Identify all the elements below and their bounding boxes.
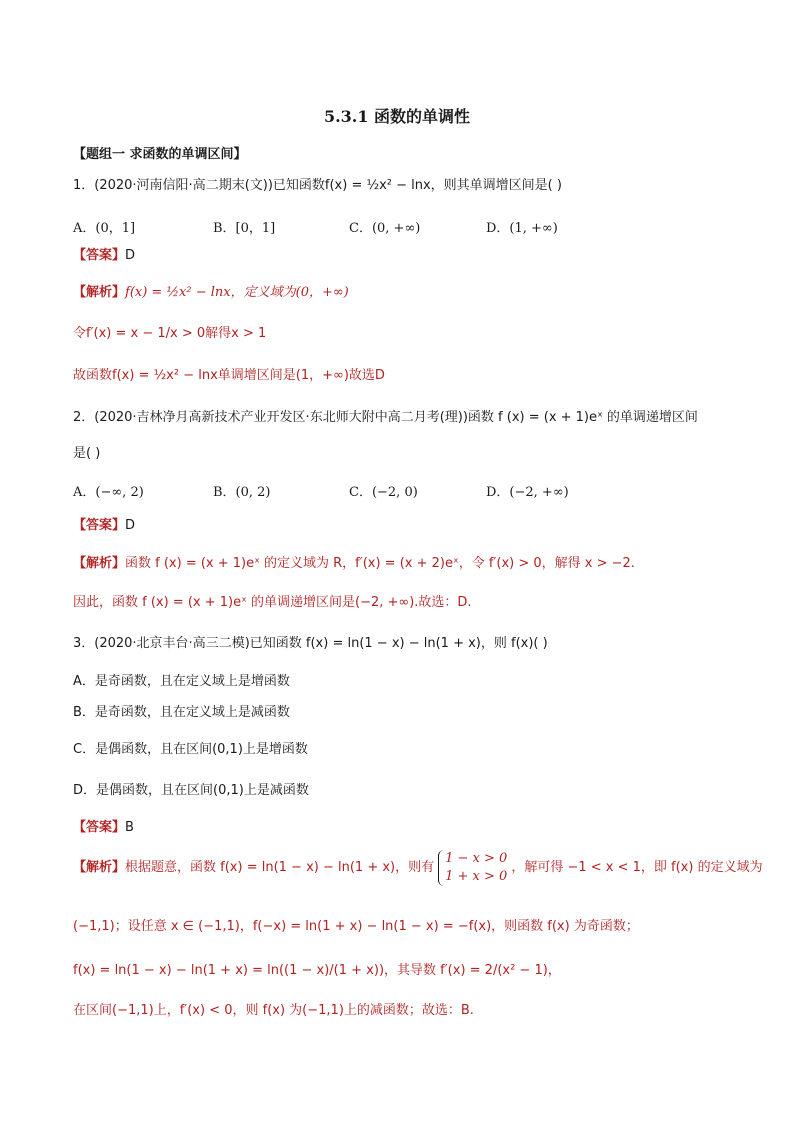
- option-c: C．(−2, 0): [349, 485, 418, 500]
- analysis-tag: 【解析】: [73, 860, 126, 875]
- analysis-tag: 【解析】: [73, 556, 126, 571]
- analysis-2-line-2: 因此，函数 f (x) = (x + 1)eˣ 的单调递增区间是(−2, +∞).故选：D.: [73, 595, 472, 610]
- analysis-text: 根据题意，函数 f(x) = ln(1 − x) − ln(1 + x)，则有: [125, 860, 435, 875]
- analysis-tag: 【解析】: [73, 285, 126, 300]
- inequality-system: [438, 850, 507, 886]
- question-2-stem-line-1: 2．(2020·吉林净月高新技术产业开发区·东北师大附中高二月考(理))函数 f (x) = (x + 1)eˣ 的单调递增区间: [73, 410, 698, 425]
- option-a: A．是奇函数，且在定义域上是增函数: [73, 674, 290, 689]
- option-d: D．(1, +∞): [486, 221, 558, 236]
- option-a: A．(0，1]: [73, 221, 136, 236]
- answer-2: [73, 516, 135, 536]
- analysis-1-line-1: [73, 283, 349, 303]
- question-2-stem-line-2: 是( ): [73, 446, 101, 461]
- answer-tag: 【答案】: [73, 518, 126, 533]
- option-d: D．是偶函数，且在区间(0,1)上是减函数: [73, 783, 309, 798]
- analysis-3-line-1: [73, 850, 763, 886]
- analysis-1-line-2: 令f′(x) = x − 1/x > 0解得x > 1: [73, 326, 267, 341]
- option-d: D．(−2, +∞): [486, 485, 569, 500]
- inequality-top: 1 − x > 0: [445, 851, 508, 866]
- analysis-3-line-3: f(x) = ln(1 − x) − ln(1 + x) = ln((1 − x)/(1 + x))，其导数 f′(x) = 2/(x² − 1)，: [73, 963, 561, 978]
- question-group-heading: 【题组一 求函数的单调区间】: [73, 147, 247, 162]
- analysis-text: f(x) = ½x² − lnx，定义域为(0，+∞): [125, 285, 349, 300]
- answer-value: B: [125, 820, 134, 835]
- option-c: C．是偶函数，且在区间(0,1)上是增函数: [73, 742, 308, 757]
- answer-3: [73, 818, 134, 838]
- answer-tag: 【答案】: [73, 820, 126, 835]
- question-3-stem: 3．(2020·北京丰台·高三二模)已知函数 f(x) = ln(1 − x) − ln(1 + x)，则 f(x)( ): [73, 636, 548, 651]
- inequality-bottom: 1 + x > 0: [445, 869, 508, 884]
- option-b: B．是奇函数，且在定义域上是减函数: [73, 705, 290, 720]
- page-title: 5.3.1 函数的单调性: [323, 107, 471, 126]
- analysis-3-line-4: 在区间(−1,1)上，f′(x) < 0，则 f(x) 为(−1,1)上的减函数；故选：B.: [73, 1003, 474, 1018]
- option-b: B．[0，1]: [213, 221, 276, 236]
- option-b: B．(0, 2): [213, 485, 271, 500]
- analysis-text-continued: ，解可得 −1 < x < 1，即 f(x) 的定义域为: [511, 860, 763, 875]
- answer-value: D: [125, 518, 136, 533]
- answer-1: [73, 246, 135, 266]
- answer-value: D: [125, 248, 136, 263]
- analysis-2-line-1: [73, 554, 635, 574]
- analysis-3-line-2: (−1,1)；设任意 x ∈ (−1,1)，f(−x) = ln(1 + x) − ln(1 − x) = −f(x)，则函数 f(x) 为奇函数；: [73, 919, 639, 934]
- answer-tag: 【答案】: [73, 248, 126, 263]
- analysis-1-line-3: 故函数f(x) = ½x² − lnx单调增区间是(1，+∞)故选D: [73, 368, 385, 383]
- option-a: A．(−∞, 2): [73, 485, 144, 500]
- question-1-stem: 1．(2020·河南信阳·高二期末(文))已知函数f(x) = ½x² − lnx，则其单调增区间是( ): [73, 178, 562, 193]
- option-c: C．(0, +∞): [349, 221, 421, 236]
- analysis-text: 函数 f (x) = (x + 1)eˣ 的定义域为 R，f′(x) = (x + 2)eˣ，令 f′(x) > 0，解得 x > −2.: [125, 556, 635, 571]
